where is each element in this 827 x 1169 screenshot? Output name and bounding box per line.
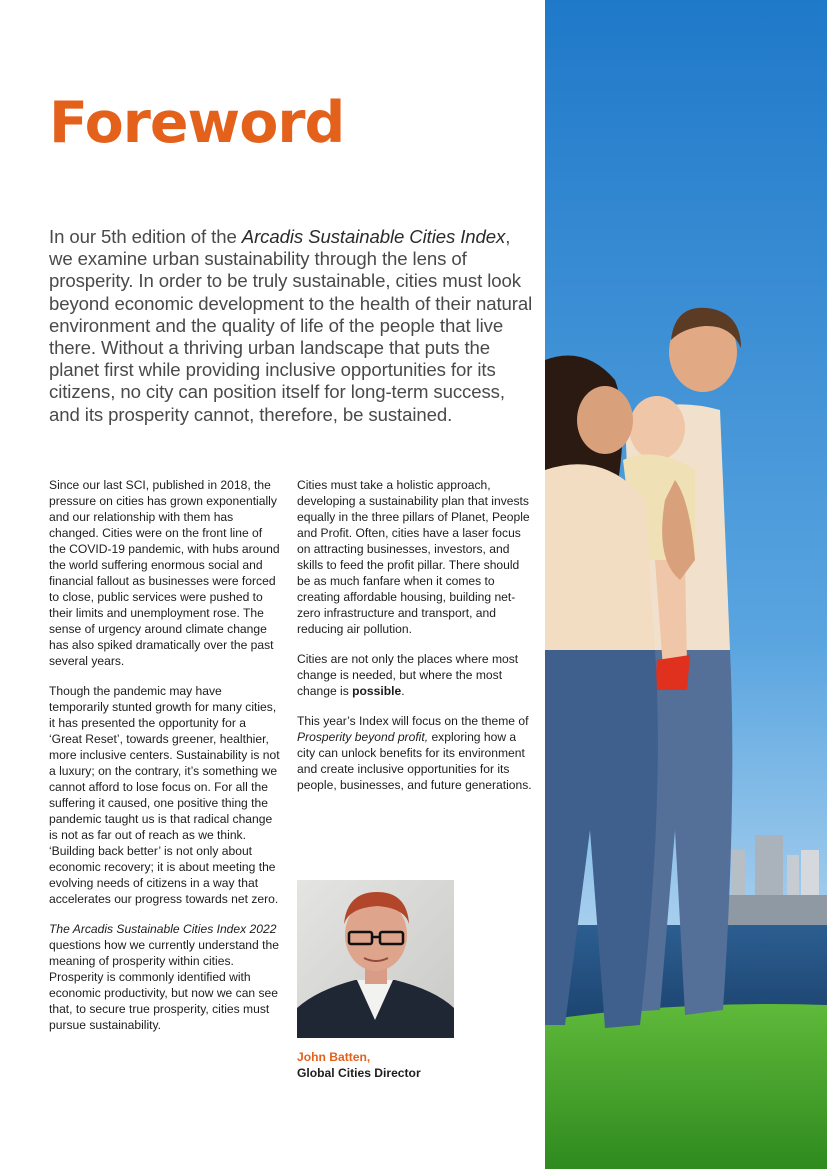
right-paragraph-3-rest: exploring how a city can unlock benefits for its environment and create inclusive opportunities for its people, businesses, and future generations. — [297, 730, 532, 792]
body-column-right — [297, 477, 532, 807]
left-paragraph-1: Since our last SCI, published in 2018, the pressure on cities has grown exponentially and our relationship with them has changed. Cities were on the front line of the COVID-19 pandemic, with hubs around the world suffering enormous social and financial fallout as businesses were forced to close, public services were pushed to their limits and unemployment rose. The sense of urgency around climate change has also spiked dramatically over the past several years. — [49, 478, 280, 668]
right-paragraph-3-text: This year’s Index will focus on the theme of — [297, 714, 529, 728]
right-paragraph-2-emphasis: possible — [352, 684, 402, 698]
left-paragraph-3 — [49, 921, 281, 1033]
page-title: Foreword — [49, 90, 345, 156]
signature-name: John Batten, — [297, 1050, 371, 1064]
right-paragraph-3-theme: Prosperity beyond profit, — [297, 730, 429, 744]
signature-role: Global Cities Director — [297, 1066, 421, 1080]
author-portrait — [297, 880, 454, 1038]
intro-index-name: Arcadis Sustainable Cities Index — [241, 226, 506, 247]
right-paragraph-2-text: Cities are not only the places where most change is needed, but where the most change is — [297, 652, 519, 698]
body-column-left — [49, 477, 281, 1047]
left-paragraph-2: Though the pandemic may have temporarily stunted growth for many cities, it has presented the opportunity for a ‘Great Reset’, towards greener, healthier, more inclusive centers. Sustainability is not a luxury; on the contrary, it’s something we cannot afford to lose focus on. For all the suffering it caused, one positive thing the pandemic taught us is that radical change is not as far out of reach as we think. ‘Building back better’ is not only about economic recovery; it is about meeting the evolving needs of citizens in a way that accelerates our progress towards net zero. — [49, 684, 280, 906]
right-paragraph-2 — [297, 651, 532, 699]
right-paragraph-3 — [297, 713, 532, 793]
intro-text-rest: , we examine urban sustainability through the lens of prosperity. In order to be truly sustainable, cities must look beyond economic development to the health of their natural environment and the quality of life of the people that live there. Without a thriving urban landscape that puts the planet first while providing inclusive opportunities for its citizens, no city can position itself for long-term success, and its prosperity cannot, therefore, be sustained. — [49, 226, 533, 425]
intro-paragraph — [49, 226, 534, 426]
right-paragraph-1: Cities must take a holistic approach, developing a sustainability plan that invests equally in the three pillars of Planet, People and Profit. Often, cities have a laser focus on attracting businesses, investors, and skills to feed the profit pillar. There should be as much fanfare when it comes to creating affordable housing, building net-zero infrastructure and transport, and reducing air pollution. — [297, 478, 530, 636]
family-photo — [545, 0, 827, 1169]
intro-text-start: In our 5th edition of the — [49, 226, 242, 247]
left-paragraph-3-text: questions how we currently understand the meaning of prosperity within cities. Prosperity is commonly identified with economic productivity, but now we can see that, to secure true prosperity, cities must pursue sustainability. — [49, 938, 279, 1032]
right-paragraph-2-end: . — [401, 684, 405, 698]
left-paragraph-3-title: The Arcadis Sustainable Cities Index 2022 — [49, 922, 277, 936]
